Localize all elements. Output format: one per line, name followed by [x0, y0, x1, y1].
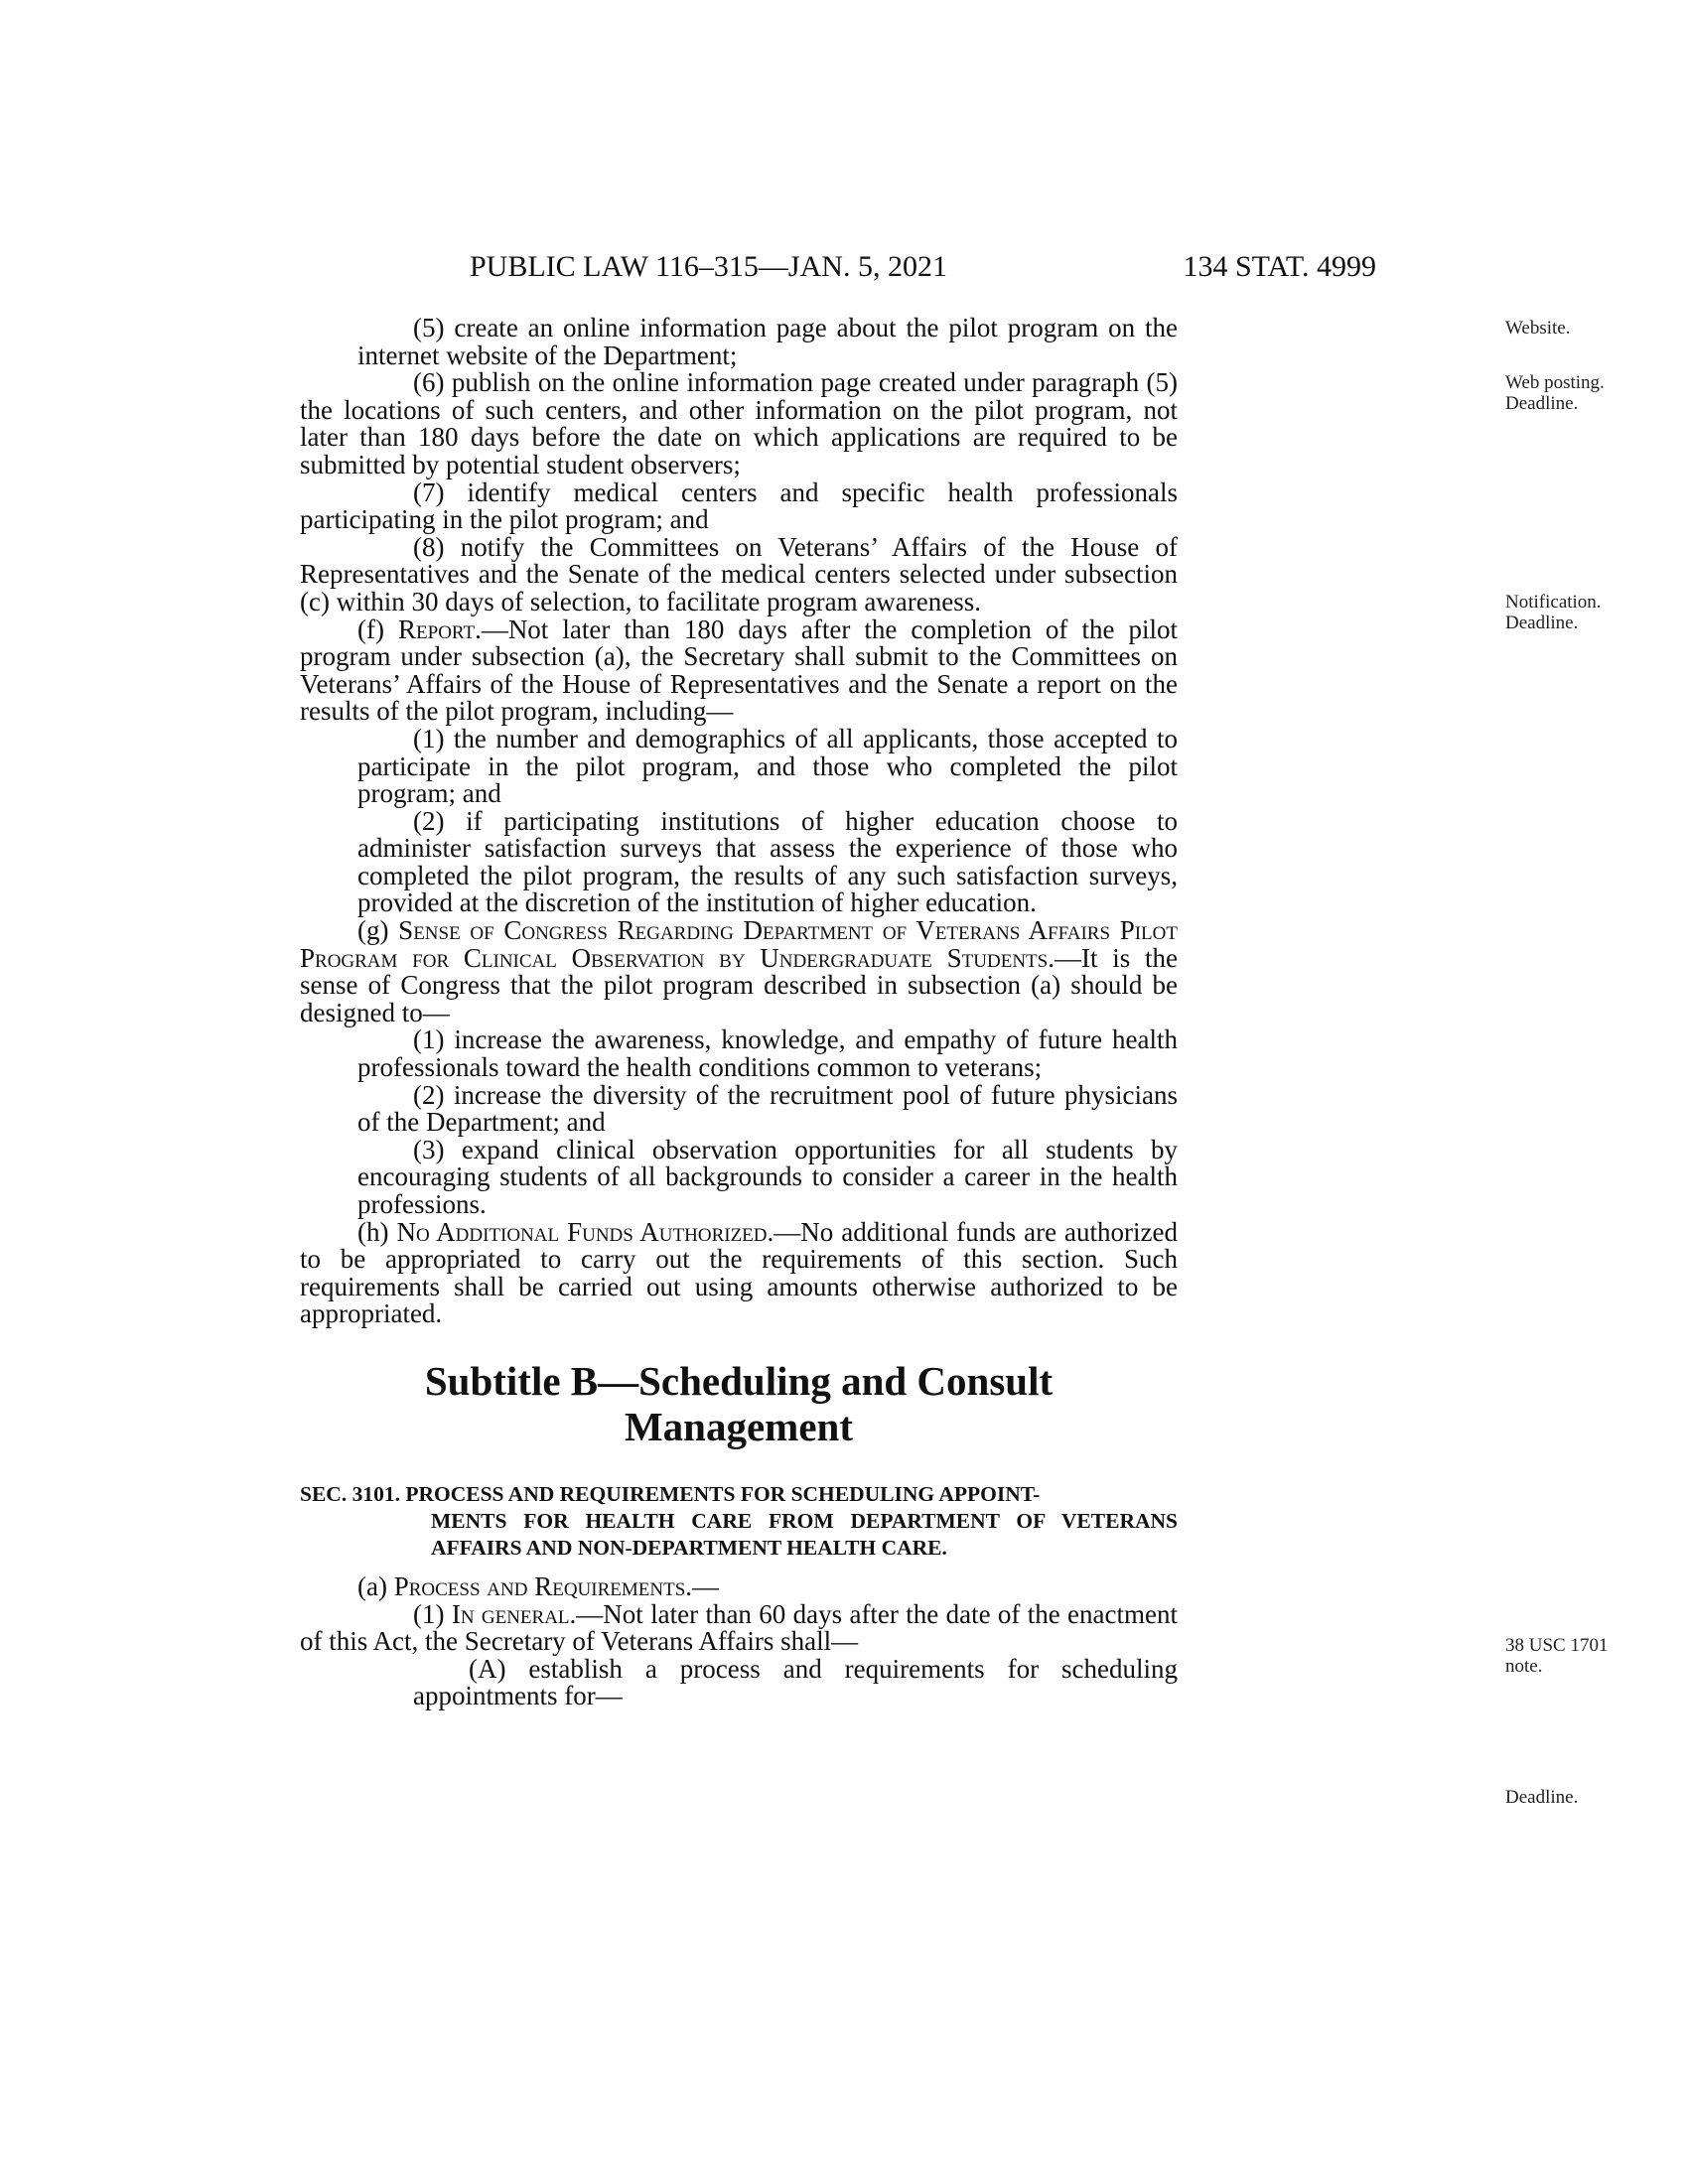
subsection-f-heading: Report: [398, 614, 476, 644]
header-public-law: PUBLIC LAW 116–315—JAN. 5, 2021: [470, 250, 947, 283]
header-stat-page: 134 STAT. 4999: [1183, 250, 1376, 283]
subsection-g-heading: Sense of Congress Regarding Department of Veterans Affairs Pilot Program for Clinical Observation by Undergraduate Students: [300, 915, 1178, 973]
subsection-f-1: (1) the number and demographics of all applicants, those accepted to participate in the pilot program, and those who completed the pilot program; and: [357, 723, 1178, 809]
margin-note-website: Website.: [1505, 318, 1571, 339]
subsection-a-1: (1) In general.—Not later than 60 days after the date of the enactment of this Act, the Secretary of Veterans Affairs shall—: [300, 1598, 1178, 1657]
subtitle-heading: Subtitle B—Scheduling and Consult Management: [424, 1357, 1054, 1449]
paragraph-5: (5) create an online information page about the pilot program on the internet website of the Department;: [357, 313, 1178, 370]
subsection-a: (a) Process and Requirements.—: [357, 1570, 720, 1601]
running-header: [298, 250, 1376, 290]
margin-note-notification: Notification. Deadline.: [1505, 592, 1602, 633]
subsection-a-1-heading: In general: [451, 1598, 570, 1629]
paragraph-6: (6) publish on the online information page created under paragraph (5) the locations of such centers, and other information on the pilot program, not later than 180 days before the date on which applications are required to be submitted by potential student observers;: [300, 367, 1178, 479]
statute-text: [300, 313, 1609, 1808]
margin-note-deadline: Deadline.: [1505, 1787, 1579, 1808]
section-number: SEC. 3101.: [300, 1481, 400, 1506]
subsection-g: (g) Sense of Congress Regarding Department of Veterans Affairs Pilot Program for Clinical Observation by Undergraduate Students.—It is the sense of Congress that the pilot program described in subsection (a) should be designed to—: [300, 915, 1178, 1027]
section-title-line1: PROCESS AND REQUIREMENTS FOR SCHEDULING APPOINT-: [405, 1481, 1041, 1506]
subsection-f: (f) Report.—Not later than 180 days after the completion of the pilot program under subsection (a), the Secretary shall submit to the Committees on Veterans’ Affairs of the House of Representatives and the Senate a report on the results of the pilot program, including—: [300, 614, 1178, 727]
subsection-f-2: (2) if participating institutions of higher education choose to administer satisfaction surveys that assess the experience of those who completed the pilot program, the results of any such satisfaction surveys, provided at the discretion of the institution of higher education.: [357, 805, 1178, 918]
paragraph-7: (7) identify medical centers and specific health professionals participating in the pilot program; and: [300, 477, 1178, 535]
section-title-rest: MENTS FOR HEALTH CARE FROM DEPARTMENT OF VETERANS AFFAIRS AND NON-DEPARTMENT HEALTH CARE.: [431, 1508, 1178, 1560]
subsection-g-1: (1) increase the awareness, knowledge, and empathy of future health professionals toward the health conditions common to veterans;: [357, 1024, 1178, 1083]
subsection-g-2: (2) increase the diversity of the recruitment pool of future physicians of the Department; and: [357, 1079, 1178, 1138]
margin-note-usc: 38 USC 1701 note.: [1505, 1635, 1609, 1677]
paragraph-8: (8) notify the Committees on Veterans’ Affairs of the House of Representatives and the Senate of the medical centers selected under subsection (c) within 30 days of selection, to facilitate program awareness.: [300, 531, 1178, 616]
section-heading: [300, 1481, 1178, 1562]
subsection-g-3: (3) expand clinical observation opportunities for all students by encouraging students of all backgrounds to consider a career in the health professions.: [357, 1134, 1178, 1219]
subsection-a-heading: Process and Requirements: [393, 1570, 686, 1601]
subparagraph-A: (A) establish a process and requirements for scheduling appointments for—: [413, 1653, 1178, 1711]
subsection-h: (h) No Additional Funds Authorized.—No additional funds are authorized to be appropriated to carry out the requirements of this section. Such requirements shall be carried out using amounts otherwise authorized to be appropriated.: [300, 1216, 1178, 1329]
margin-note-web-posting: Web posting. Deadline.: [1505, 372, 1605, 414]
subsection-h-heading: No Additional Funds Authorized: [396, 1216, 768, 1247]
